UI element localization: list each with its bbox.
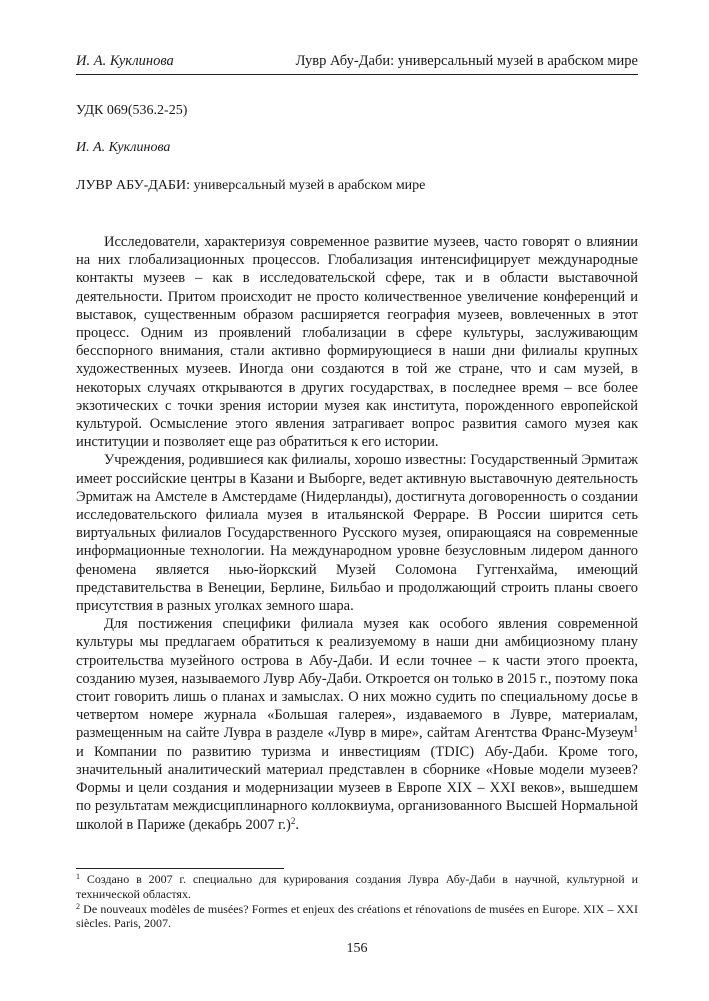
footnote-ref-1[interactable]: 1 xyxy=(633,724,638,735)
paragraph-3 xyxy=(76,615,638,833)
running-head-author: И. А. Куклинова xyxy=(76,53,174,69)
running-head xyxy=(76,52,638,75)
udk-code: УДК 069(536.2-25) xyxy=(76,103,188,118)
footnote-ref-2[interactable]: 2 xyxy=(290,815,296,826)
paragraph-1: Исследователи, характеризуя современное развитие музеев, часто говорят о влиянии на них глобализационных процессов. Глобализация интенсифицирует международные контакты музеев – как в исследовательской сфере, так и в области выставочной деятельности. Притом происходит не просто количественное увеличение конференций и выставок, существенным образом расширяется география музеев, вовлеченных в этот процесс. Одним из проявлений глобализации в сфере культуры, заслуживающим бесспорного внимания, стали активно формирующиеся в наши дни филиалы крупных художественных музеев. Иногда они создаются в той же стране, что и сам музей, в некоторых случаях открываются в других государствах, в последнее время – все более экзотических с точки зрения истории музея как института, порожденного европейской культурой. Осмысление этого явления затрагивает вопрос развития самого музея как институции и позволяет еще раз обратиться к его истории. xyxy=(76,234,638,451)
footnote-2 xyxy=(76,902,638,932)
article-body xyxy=(76,233,638,834)
article-title: ЛУВР АБУ-ДАБИ: универсальный музей в арабском мире xyxy=(76,178,426,193)
running-head-title: Лувр Абу-Даби: универсальный музей в арабском мире xyxy=(295,53,638,69)
page-number: 156 xyxy=(346,941,368,956)
paragraph-3-text-a: Для постижения специфики филиала музея как особого явления современной культуры мы предлагаем обратиться к реализуемому в наши дни амбициозному плану строительства музейного острова в Абу-Даби. И если точнее – к части этого проекта, созданию музея, называемого Лувр Абу-Даби. Откроется он только в 2015 г., поэтому пока стоит говорить лишь о планах и замыслах. О них можно судить по специальному досье в четвертом номере журнала «Большая галерея», издаваемого в Лувре, материалам, размещенным на сайте Лувра в разделе «Лувр в мире», сайтам Агентства Франс-Музеум xyxy=(76,616,638,742)
article-author: И. А. Куклинова xyxy=(76,140,171,155)
paragraph-2: Учреждения, родившиеся как филиалы, хорошо известны: Государственный Эрмитаж имеет российские центры в Казани и Выборге, ведет активную выставочную деятельность Эрмитаж на Амстеле в Амстердаме (Нидерланды), достигнута договоренность о создании исследовательского филиала музея в итальянской Ферраре. В России ширится сеть виртуальных филиалов Государственного Русского музея, опирающаяся на современные информационные технологии. На международном уровне безусловным лидером данного феномена является нью-йоркский Музей Соломона Гуггенхайма, имеющий представительства в Венеции, Берлине, Бильбао и продолжающий строить планы своего присутствия в разных уголках земного шара. xyxy=(76,452,638,615)
paragraph-3-text-b: и Компании по развитию туризма и инвестициям (TDIC) Абу-Даби. Кроме того, значительный аналитический материал представлен в сборнике «Новые модели музеев? Формы и цели создания и модернизации музеев в Европе XIX – XXI веков», вышедшем по результатам междисциплинарного коллоквиума, организованного Высшей Нормальной школой в Париже (декабрь 2007 г.) xyxy=(76,743,638,833)
footnote-2-text: De nouveaux modèles de musées? Formes et enjeux des créations et rénovations de musées en Europe. XIX – XXI siècles. Paris, 2007. xyxy=(76,901,638,931)
paragraph-3-text-c: . xyxy=(295,816,299,833)
footnotes xyxy=(76,872,638,931)
footnote-1 xyxy=(76,872,638,902)
footnote-1-text: Создано в 2007 г. специально для курирования создания Лувра Абу-Даби в научной, культурной и технической областях. xyxy=(76,872,638,901)
footnote-2-mark: 2 xyxy=(76,901,80,911)
footnote-divider xyxy=(76,868,284,869)
footnote-1-mark: 1 xyxy=(76,872,80,881)
